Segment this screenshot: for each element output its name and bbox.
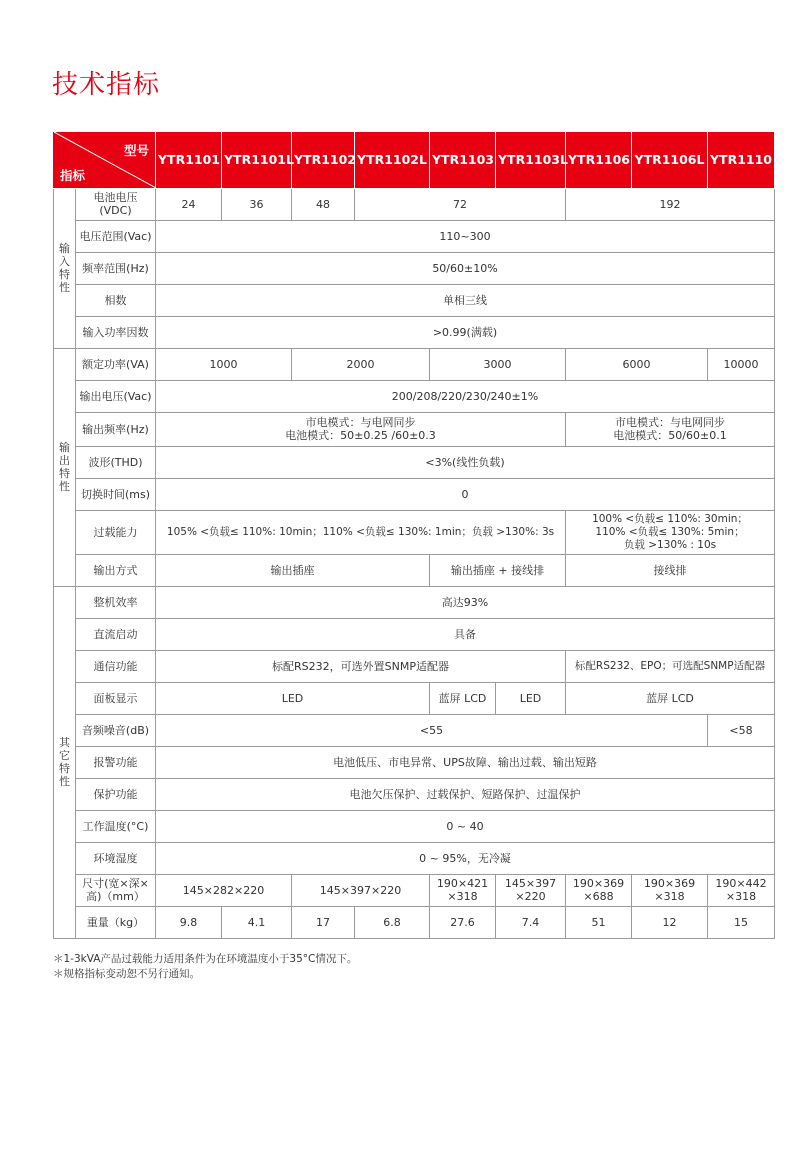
row-output-frequency: [54, 412, 775, 446]
row-label: 输出方式: [76, 554, 156, 586]
header-row: [54, 132, 775, 188]
cell: 0 ~ 40: [156, 810, 775, 842]
row-label: 工作温度(°C): [76, 810, 156, 842]
cell: 输出插座: [156, 554, 430, 586]
row-label: 切换时间(ms): [76, 478, 156, 510]
cell: 15: [708, 906, 775, 938]
cell: 2000: [292, 348, 430, 380]
row-rated-power: [54, 348, 775, 380]
cell: <58: [708, 714, 775, 746]
cell: 190×442 ×318: [708, 874, 775, 906]
cell: 电池欠压保护、过载保护、短路保护、过温保护: [156, 778, 775, 810]
cell: 12: [632, 906, 708, 938]
spec-table: [53, 132, 775, 939]
cell: 0: [156, 478, 775, 510]
cell: >0.99(满载): [156, 316, 775, 348]
cell: 145×282×220: [156, 874, 292, 906]
cell: 6000: [566, 348, 708, 380]
row-label: 电池电压 (VDC): [76, 188, 156, 220]
row-communication: [54, 650, 775, 682]
header-corner: [54, 132, 156, 188]
row-alarm: [54, 746, 775, 778]
cell: 标配RS232、EPO；可选配SNMP适配器: [566, 650, 775, 682]
cell: 具备: [156, 618, 775, 650]
cell: 36: [222, 188, 292, 220]
cell: 27.6: [430, 906, 496, 938]
model-header: YTR1106L: [632, 132, 708, 188]
row-label: 保护功能: [76, 778, 156, 810]
row-transfer-time: [54, 478, 775, 510]
row-label: 尺寸(宽×深× 高)（mm）: [76, 874, 156, 906]
model-label: 型号: [123, 143, 149, 158]
model-header: YTR1106: [566, 132, 632, 188]
cell: 市电模式：与电网同步 电池模式：50/60±0.1: [566, 412, 775, 446]
model-header: YTR1110: [708, 132, 775, 188]
row-label: 频率范围(Hz): [76, 252, 156, 284]
cell: 蓝屏 LCD: [566, 682, 775, 714]
group-input: 输入特性: [54, 188, 76, 348]
row-label: 通信功能: [76, 650, 156, 682]
cell: 105% <负载≤ 110%: 10min；110% <负载≤ 130%: 1min；负载 >130%: 3s: [156, 510, 566, 554]
row-label: 环境湿度: [76, 842, 156, 874]
footnote: ＊规格指标变动恕不另行通知。: [53, 968, 200, 980]
row-humidity: [54, 842, 775, 874]
cell: 市电模式：与电网同步 电池模式：50±0.25 /60±0.3: [156, 412, 566, 446]
cell: 200/208/220/230/240±1%: [156, 380, 775, 412]
row-temperature: [54, 810, 775, 842]
footnotes: [53, 952, 357, 982]
model-header: YTR1102L: [355, 132, 430, 188]
cell: 190×369 ×318: [632, 874, 708, 906]
cell: 10000: [708, 348, 775, 380]
cell: 3000: [430, 348, 566, 380]
cell: 7.4: [496, 906, 566, 938]
row-label: 相数: [76, 284, 156, 316]
cell: 145×397×220: [292, 874, 430, 906]
group-output: 输出特性: [54, 348, 76, 586]
model-header: YTR1101: [156, 132, 222, 188]
cell: 1000: [156, 348, 292, 380]
model-header: YTR1102: [292, 132, 355, 188]
cell: 电池低压、市电异常、UPS故障、输出过载、输出短路: [156, 746, 775, 778]
cell: 4.1: [222, 906, 292, 938]
row-label: 输出电压(Vac): [76, 380, 156, 412]
row-phase: [54, 284, 775, 316]
page-title: 技术指标: [52, 70, 161, 100]
cell: 9.8: [156, 906, 222, 938]
cell: <3%(线性负载): [156, 446, 775, 478]
row-label: 面板显示: [76, 682, 156, 714]
row-efficiency: [54, 586, 775, 618]
row-waveform: [54, 446, 775, 478]
row-overload: [54, 510, 775, 554]
row-weight: [54, 906, 775, 938]
row-dc-start: [54, 618, 775, 650]
cell: 50/60±10%: [156, 252, 775, 284]
cell: 100% <负载≤ 110%: 30min； 110% <负载≤ 130%: 5min； 负载 >130% : 10s: [566, 510, 775, 554]
cell: LED: [496, 682, 566, 714]
cell: 0 ~ 95%，无冷凝: [156, 842, 775, 874]
row-label: 额定功率(VA): [76, 348, 156, 380]
cell: 接线排: [566, 554, 775, 586]
row-label: 报警功能: [76, 746, 156, 778]
model-header: YTR1103L: [496, 132, 566, 188]
cell: 高达93%: [156, 586, 775, 618]
cell: 6.8: [355, 906, 430, 938]
row-label: 输入功率因数: [76, 316, 156, 348]
cell: 24: [156, 188, 222, 220]
row-label: 重量（kg）: [76, 906, 156, 938]
cell: 蓝屏 LCD: [430, 682, 496, 714]
cell: 51: [566, 906, 632, 938]
row-label: 整机效率: [76, 586, 156, 618]
cell: <55: [156, 714, 708, 746]
cell: 72: [355, 188, 566, 220]
cell: 190×369 ×688: [566, 874, 632, 906]
row-label: 音频噪音(dB): [76, 714, 156, 746]
row-panel-display: [54, 682, 775, 714]
group-other: 其它特性: [54, 586, 76, 938]
cell: 190×421 ×318: [430, 874, 496, 906]
row-label: 输出频率(Hz): [76, 412, 156, 446]
row-noise: [54, 714, 775, 746]
row-label: 波形(THD): [76, 446, 156, 478]
cell: 110~300: [156, 220, 775, 252]
footnote: ＊1-3kVA产品过载能力适用条件为在环境温度小于35°C情况下。: [53, 953, 358, 965]
cell: LED: [156, 682, 430, 714]
cell: 标配RS232，可选外置SNMP适配器: [156, 650, 566, 682]
model-header: YTR1103: [430, 132, 496, 188]
row-voltage-range: [54, 220, 775, 252]
row-label: 过载能力: [76, 510, 156, 554]
row-power-factor: [54, 316, 775, 348]
row-output-mode: [54, 554, 775, 586]
row-label: 电压范围(Vac): [76, 220, 156, 252]
row-output-voltage: [54, 380, 775, 412]
model-header: YTR1101L: [222, 132, 292, 188]
cell: 48: [292, 188, 355, 220]
cell: 145×397 ×220: [496, 874, 566, 906]
cell: 17: [292, 906, 355, 938]
cell: 单相三线: [156, 284, 775, 316]
cell: 192: [566, 188, 775, 220]
row-label: 直流启动: [76, 618, 156, 650]
row-frequency-range: [54, 252, 775, 284]
row-size: [54, 874, 775, 906]
row-protection: [54, 778, 775, 810]
cell: 输出插座 + 接线排: [430, 554, 566, 586]
row-battery-voltage: [54, 188, 775, 220]
index-label: 指标: [60, 167, 86, 183]
